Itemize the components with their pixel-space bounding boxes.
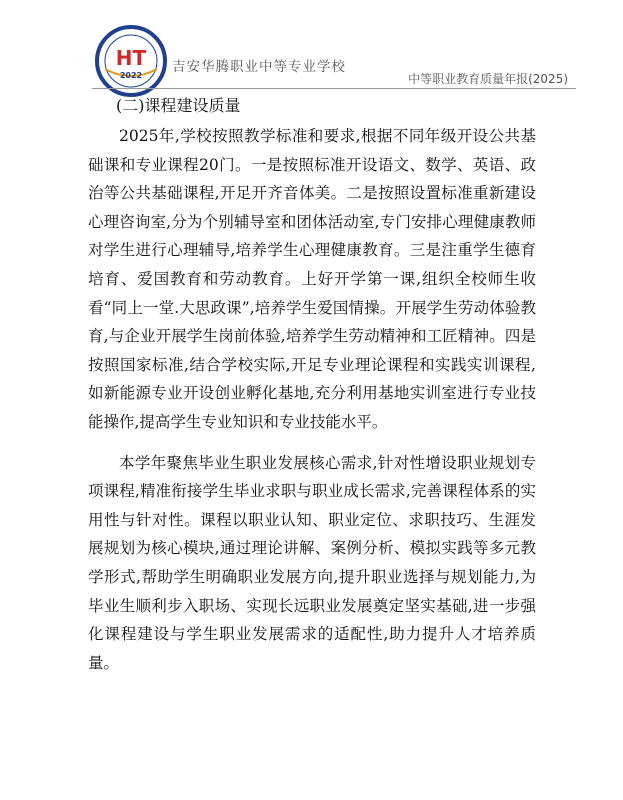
logo-monogram: HT	[115, 46, 147, 70]
school-name: 吉安华腾职业中等专业学校	[172, 59, 346, 75]
page-header	[0, 0, 623, 92]
header-divider	[92, 88, 576, 89]
report-title: 中等职业教育质量年报(2025)	[408, 72, 568, 86]
paragraph-2: 本学年聚焦毕业生职业发展核心需求,针对性增设职业规划专项课程,精准衔接学生毕业求职与职业成长需求,完善课程体系的实用性与针对性。课程以职业认知、职业定位、求职技巧、生涯发展规划为核心模块,通过理论讲解、案例分析、模拟实践等多元教学形式,帮助学生明确职业发展方向,提升职业选择与规划能力,为毕业生顺利步入职场、实现长远职业发展奠定坚实基础,进一步强化课程建设与学生职业发展需求的适配性,助力提升人才培养质量。	[88, 453, 536, 672]
document-body	[88, 90, 536, 677]
section-heading: (二)课程建设质量	[116, 96, 241, 115]
paragraph-1: 2025年,学校按照教学标准和要求,根据不同年级开设公共基础课和专业课程20门。一是按照标准开设语文、数学、英语、政治等公共基础课程,开足开齐音体美。二是按照设置标准重新建设心理咨询室,分为个别辅导室和团体活动室,专门安排心理健康教师对学生进行心理辅导,培养学生心理健康教育。三是注重学生德育培育、爱国教育和劳动教育。上好开学第一课,组织全校师生收看“同上一堂.大思政课”,培养学生爱国情操。开展学生劳动体验教育,与企业开展学生岗前体验,培养学生劳动精神和工匠精神。四是按照国家标准,结合学校实际,开足专业理论课程和实践实训课程,如新能源专业开设创业孵化基地,充分利用基地实训室进行专业技能操作,提高学生专业知识和专业技能水平。	[88, 127, 536, 431]
logo-year: 2022	[119, 71, 143, 80]
school-logo	[95, 25, 167, 97]
